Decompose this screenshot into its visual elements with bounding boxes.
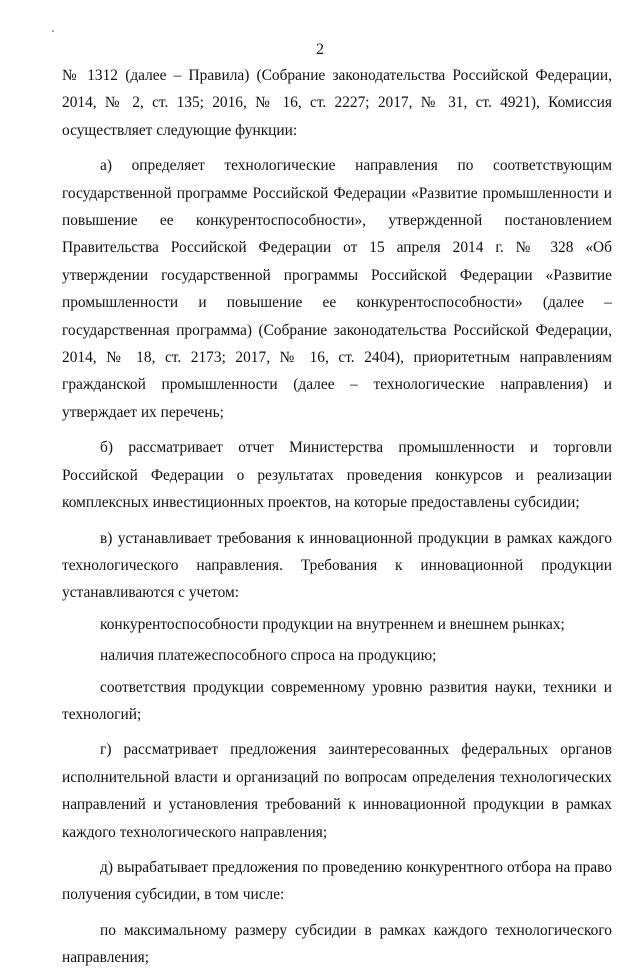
paragraph-item-d: д) вырабатывает предложения по проведению конкурентного отбора на право получения субсидии, в том числе: bbox=[62, 858, 612, 904]
paragraph-item-g: г) рассматривает предложения заинтересованных федеральных органов исполнительной власти и организаций по вопросам определения технологических направлений и установления требований к инновационной продукции в рамках каждого технологического направления; bbox=[62, 741, 612, 841]
paragraph-item-b: б) рассматривает отчет Министерства промышленности и торговли Российской Федерации о результатах проведения конкурсов и реализации комплексных инвестиционных проектов, на которые предоставлены субсидии; bbox=[62, 439, 612, 512]
scan-speck bbox=[52, 30, 54, 32]
page-number: 2 bbox=[316, 41, 324, 58]
paragraph-requirement-3: соответствия продукции современному уровню развития науки, техники и технологий; bbox=[62, 678, 612, 723]
document-body bbox=[62, 62, 612, 972]
paragraph-requirement-2: наличия платежеспособного спроса на продукцию; bbox=[100, 647, 437, 665]
paragraph-requirement-1: конкурентоспособности продукции на внутреннем и внешнем рынках; bbox=[100, 615, 565, 633]
paragraph-item-a: а) определяет технологические направления по соответствующим государственной программе Российской Федерации «Развитие промышленности и повышение ее конкурентоспособности», утвержденной постановлением Правительства Российской Федерации от 15 апреля 2014 г. № 328 «Об утверждении государственной программы Российской Федерации «Развитие промышленности и повышение ее конкурентоспособности» (далее – государственная программа) (Собрание законодательства Российской Федерации, 2014, № 18, ст. 2173; 2017, № 16, ст. 2404), приоритетным направлениям гражданской промышленности (далее – технологические направления) и утверждает их перечень; bbox=[62, 157, 612, 421]
paragraph-item-v: в) устанавливает требования к инновационной продукции в рамках каждого технологического направления. Требования к инновационной продукции устанавливаются с учетом: bbox=[62, 529, 612, 602]
paragraph-intro: № 1312 (далее – Правила) (Собрание законодательства Российской Федерации, 2014, № 2, ст. 135; 2016, № 16, ст. 2227; 2017, № 31, ст. 4921), Комиссия осуществляет следующие функции: bbox=[62, 67, 612, 139]
paragraph-item-d-sub: по максимальному размеру субсидии в рамках каждого технологического направления; bbox=[62, 921, 612, 967]
